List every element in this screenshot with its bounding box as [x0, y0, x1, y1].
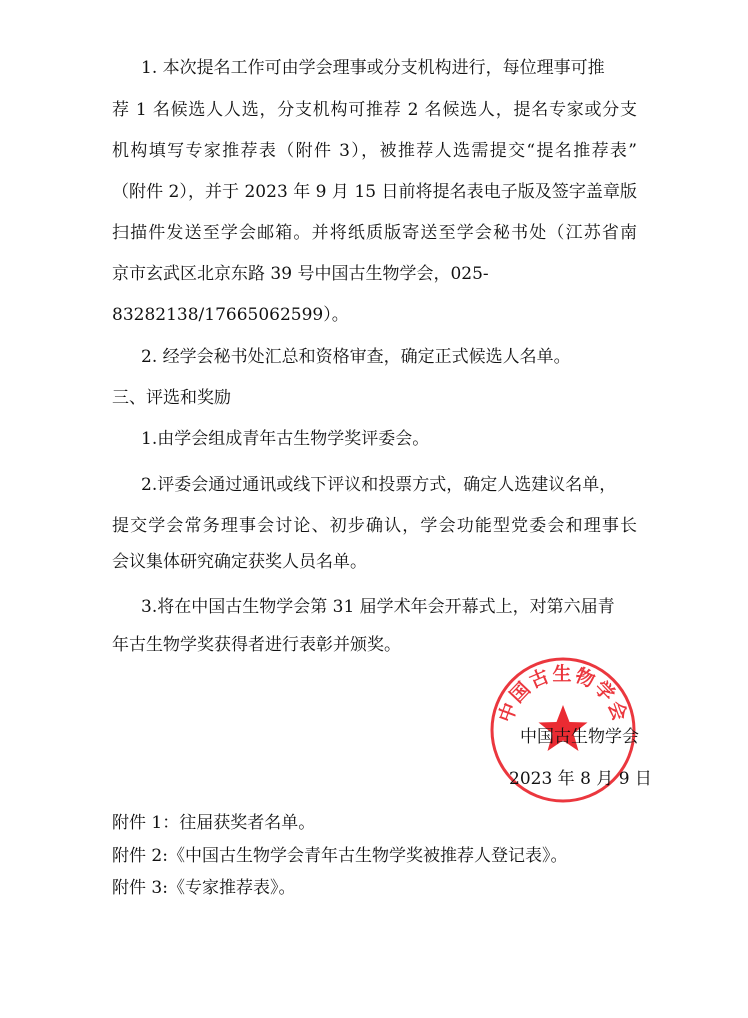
paragraph-line: 1.由学会组成青年古生物学奖评委会。 — [141, 429, 430, 449]
paragraph-line: 扫描件发送至学会邮箱。并将纸质版寄送至学会秘书处（江苏省南 — [112, 223, 637, 243]
paragraph-line: 会议集体研究确定获奖人员名单。 — [112, 552, 367, 572]
paragraph-line: 3.将在中国古生物学会第 31 届学术年会开幕式上，对第六届青 — [141, 597, 615, 617]
paragraph-line: 2.评委会通过通讯或线下评议和投票方式，确定人选建议名单， — [141, 475, 617, 495]
paragraph-line: 京市玄武区北京东路 39 号中国古生物学会，025- — [112, 264, 489, 284]
paragraph-line: 2. 经学会秘书处汇总和资格审查，确定正式候选人名单。 — [141, 347, 571, 367]
paragraph-line: 机构填写专家推荐表（附件 3），被推荐人选需提交“提名推荐表” — [112, 141, 637, 161]
attachment-item: 附件 2:《中国古生物学会青年古生物学奖被推荐人登记表》。 — [112, 846, 568, 866]
attachment-item: 附件 1：往届获奖者名单。 — [112, 813, 316, 833]
paragraph-line: （附件 2），并于 2023 年 9 月 15 日前将提名表电子版及签字盖章版 — [112, 182, 637, 202]
attachment-item: 附件 3:《专家推荐表》。 — [112, 878, 296, 898]
paragraph-line: 提交学会常务理事会讨论、初步确认，学会功能型党委会和理事长 — [112, 516, 637, 536]
section-heading: 三、评选和奖励 — [112, 388, 231, 408]
signature-date: 2023 年 8 月 9 日 — [509, 769, 652, 789]
signature-organization: 中国古生物学会 — [520, 727, 639, 747]
paragraph-line: 1. 本次提名工作可由学会理事或分支机构进行，每位理事可推 — [141, 58, 605, 78]
paragraph-line: 83282138/17665062599）。 — [112, 305, 349, 325]
svg-text:中国古生物学会: 中国古生物学会 — [494, 663, 632, 726]
paragraph-line: 年古生物学奖获得者进行表彰并颁奖。 — [112, 635, 401, 655]
paragraph-line: 荐 1 名候选人人选，分支机构可推荐 2 名候选人，提名专家或分支 — [112, 100, 637, 120]
